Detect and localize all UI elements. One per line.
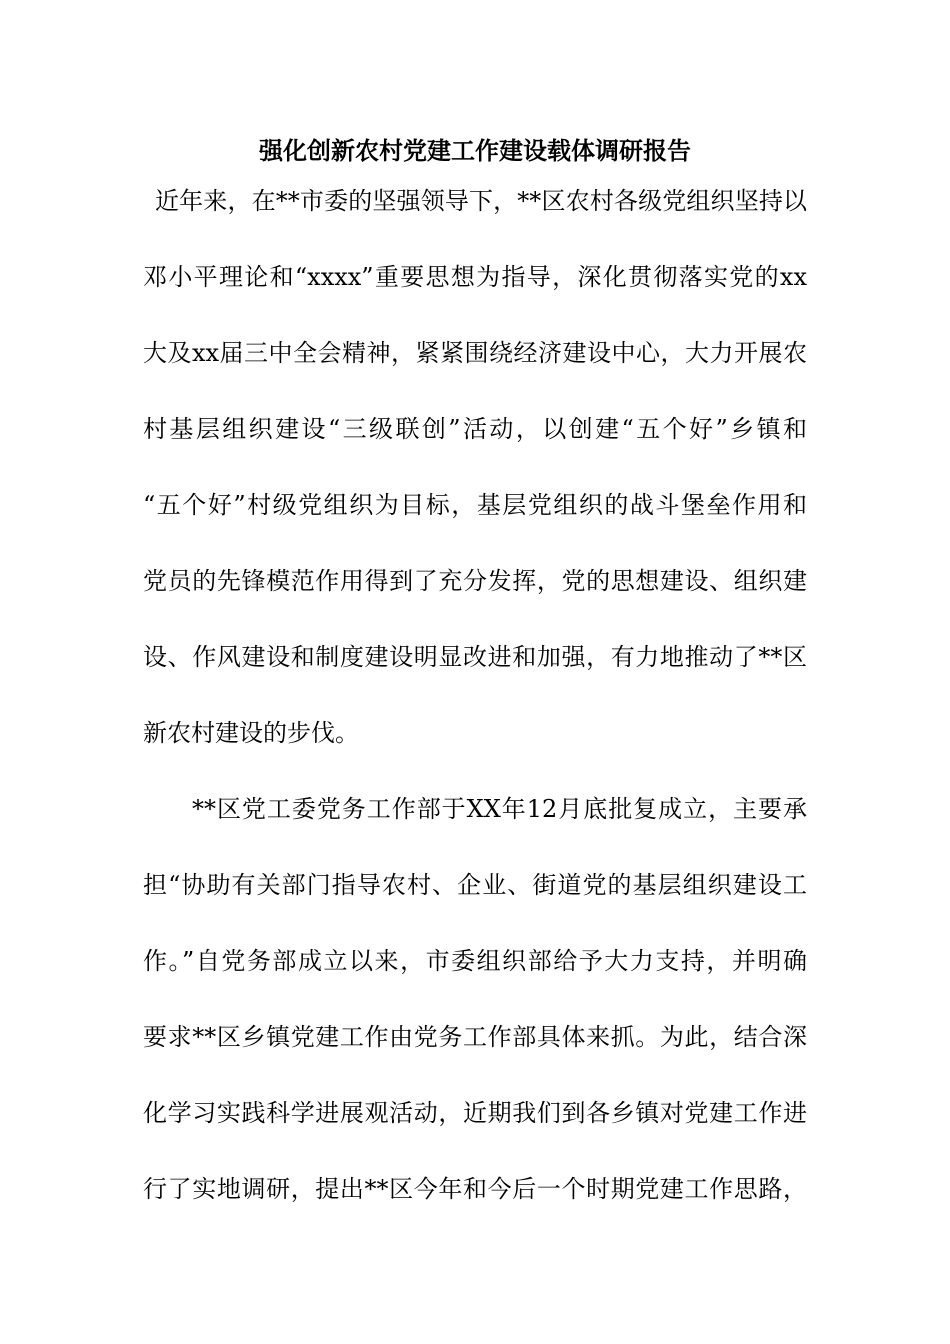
paragraph-line: 行了实地调研，提出**区今年和今后一个时期党建工作思路， (143, 1175, 807, 1203)
paragraph-line: 作。”自党务部成立以来，市委组织部给予大力支持，并明确 (143, 947, 807, 975)
paragraph-line: 担“协助有关部门指导农村、企业、街道党的基层组织建设工 (143, 871, 807, 899)
paragraph-line: **区党工委党务工作部于XX年12月底批复成立，主要承 (192, 795, 807, 823)
paragraph-line: 新农村建设的步伐。 (143, 719, 359, 747)
paragraph-line: 党员的先锋模范作用得到了充分发挥，党的思想建设、组织建 (143, 567, 807, 595)
paragraph-line: 村基层组织建设“三级联创”活动，以创建“五个好”乡镇和 (143, 415, 807, 443)
paragraph-line: 设、作风建设和制度建设明显改进和加强，有力地推动了**区 (143, 643, 807, 671)
paragraph-line: “五个好”村级党组织为目标，基层党组织的战斗堡垒作用和 (143, 491, 807, 519)
paragraph-line: 邓小平理论和“xxxx”重要思想为指导，深化贯彻落实党的xx (143, 263, 807, 291)
paragraph-line: 化学习实践科学进展观活动，近期我们到各乡镇对党建工作进 (143, 1099, 807, 1127)
paragraph-line: 大及xx届三中全会精神，紧紧围绕经济建设中心，大力开展农 (143, 339, 807, 367)
document-title: 强化创新农村党建工作建设载体调研报告 (259, 137, 691, 165)
paragraph-line: 要求**区乡镇党建工作由党务工作部具体来抓。为此，结合深 (143, 1023, 807, 1051)
paragraph-line: 近年来，在**市委的坚强领导下，**区农村各级党组织坚持以 (155, 187, 807, 215)
